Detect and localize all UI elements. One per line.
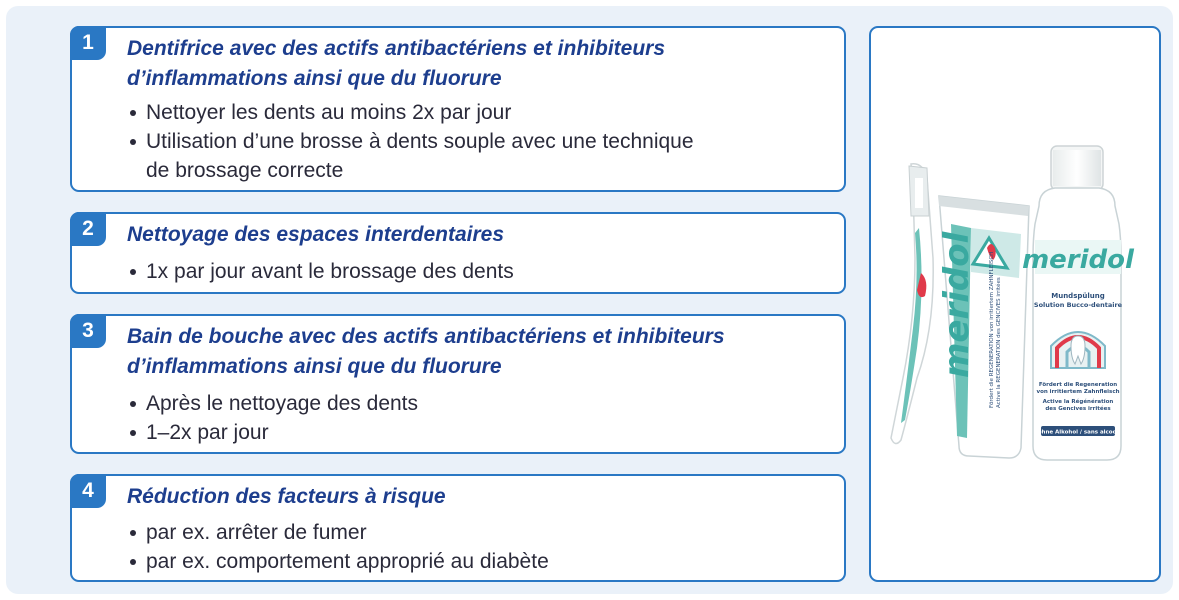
product-illustration xyxy=(871,28,1159,580)
toothpaste-tube-image xyxy=(937,196,1029,458)
step-title-line: Dentifrice avec des actifs antibactériens et inhibiteurs xyxy=(127,37,666,60)
tube-claim-text: Fördert die REGENERATION von irritiertem ZAHNFLEISCH xyxy=(989,251,995,408)
step-title xyxy=(127,220,824,250)
bullet-item: 1x par jour avant le brossage des dents xyxy=(128,257,824,286)
bullet-item: Après le nettoyage des dents xyxy=(128,389,824,418)
bottle-label-text: Fördert die Regeneration xyxy=(1038,382,1118,388)
bottle-label-text: Mundspülung xyxy=(1051,292,1105,300)
step-number-badge: 3 xyxy=(70,314,106,348)
bottle-label-text: von irritiertem Zahnfleisch xyxy=(1036,389,1120,395)
step-2-card xyxy=(70,212,846,294)
step-4-card xyxy=(70,474,846,582)
step-1-card xyxy=(70,26,846,192)
bottle-brand-logo: meridol xyxy=(1022,245,1134,275)
bullet-item: Utilisation d’une brosse à dents souple avec une technique xyxy=(128,127,824,156)
step-title xyxy=(127,34,824,94)
bullet-list xyxy=(128,98,824,156)
bottle-label-text: Solution Bucco-dentaire xyxy=(1033,301,1123,309)
step-title-line: d’inflammations ainsi que du fluorure xyxy=(127,67,502,90)
step-title-line: Nettoyage des espaces interdentaires xyxy=(127,223,504,246)
step-number-badge: 2 xyxy=(70,212,106,246)
product-image-frame xyxy=(869,26,1161,582)
step-number-badge: 4 xyxy=(70,474,106,508)
bullet-list xyxy=(128,518,824,576)
bullet-item: par ex. arrêter de fumer xyxy=(128,518,824,547)
bottle-alcohol-free-text: ohne Alkohol / sans alcool xyxy=(1037,429,1119,436)
bullet-list xyxy=(128,389,824,447)
bullet-item: Nettoyer les dents au moins 2x par jour xyxy=(128,98,824,127)
bottle-label-text: des Gencives irritées xyxy=(1045,406,1111,412)
step-number-badge: 1 xyxy=(70,26,106,60)
step-title-line: d’inflammations ainsi que du fluorure xyxy=(127,355,502,378)
bottle-label-text: Active la Régénération xyxy=(1042,399,1114,405)
toothbrush-image xyxy=(891,164,933,444)
bullet-list xyxy=(128,257,824,286)
step-3-card xyxy=(70,314,846,454)
bullet-continuation: de brossage correcte xyxy=(146,159,344,182)
mouthwash-bottle-image xyxy=(1022,146,1135,460)
step-title-line: Bain de bouche avec des actifs antibactériens et inhibiteurs xyxy=(127,325,725,348)
step-title xyxy=(127,482,824,512)
tube-brand-logo: meridol xyxy=(937,231,977,378)
tube-claim-text: Active la REGENERATION des GENCIVES irritées xyxy=(996,277,1002,408)
bullet-item: 1–2x par jour xyxy=(128,418,824,447)
step-title xyxy=(127,322,824,382)
step-title-line: Réduction des facteurs à risque xyxy=(127,485,446,508)
bullet-item: par ex. comportement approprié au diabète xyxy=(128,547,824,576)
